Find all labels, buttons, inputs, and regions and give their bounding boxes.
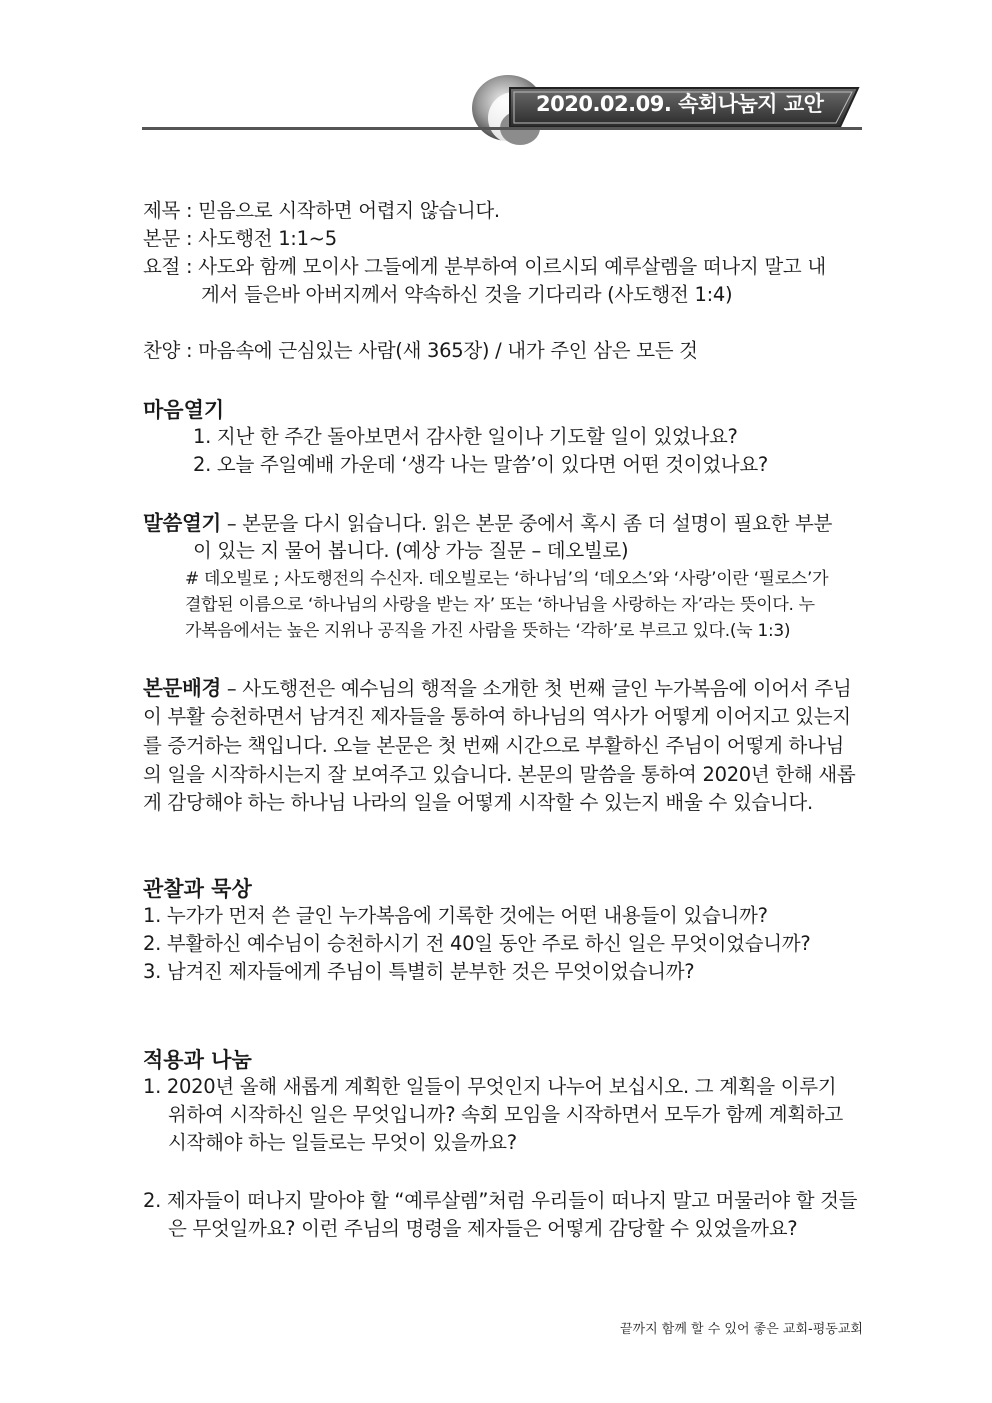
application-item-2-line-1: 2. 제자들이 떠나지 말아야 할 “예루살렘”처럼 우리들이 떠나지 말고 머물러야 할 것들 xyxy=(143,1189,858,1212)
word-paragraph-line-1 xyxy=(143,511,832,536)
opening-heading: 마음열기 xyxy=(143,398,225,422)
observation-item-2: 2. 부활하신 예수님이 승천하시기 전 40일 동안 주로 하신 일은 무엇이었습니까? xyxy=(143,932,811,955)
note-line-3: 가복음에서는 높은 지위나 공직을 가진 사람을 뜻하는 ‘각하’로 부르고 있다.(눅 1:3) xyxy=(185,621,791,641)
note-line-2: 결합된 이름으로 ‘하나님의 사랑을 받는 자’ 또는 ‘하나님을 사랑하는 자’라는 뜻이다. 누 xyxy=(185,595,815,615)
observation-item-3: 3. 남겨진 제자들에게 주님이 특별히 분부한 것은 무엇이었습니까? xyxy=(143,960,695,983)
scripture-text: 본문 : 사도행전 1:1~5 xyxy=(143,227,337,250)
header-rule xyxy=(142,127,862,130)
word-heading: 말씀열기 xyxy=(143,511,222,535)
application-item-1-line-1: 1. 2020년 올해 새롭게 계획한 일들이 무엇인지 나누어 보십시오. 그 계획을 이루기 xyxy=(143,1075,837,1098)
key-verse-line-1: 요절 : 사도와 함께 모이사 그들에게 분부하여 이르시되 예루살렘을 떠나지 말고 내 xyxy=(143,255,826,278)
background-line-5: 게 감당해야 하는 하나님 나라의 일을 어떻게 시작할 수 있는지 배울 수 있습니다. xyxy=(143,791,813,814)
opening-item-2: 2. 오늘 주일예배 가운데 ‘생각 나는 말씀’이 있다면 어떤 것이었나요? xyxy=(193,453,768,476)
hymn-line: 찬양 : 마음속에 근심있는 사람(새 365장) / 내가 주인 삼은 모든 것 xyxy=(143,339,698,362)
header-title: 2020.02.09. 속회나눔지 교안 xyxy=(536,92,824,116)
sermon-title: 제목 : 믿음으로 시작하면 어렵지 않습니다. xyxy=(143,199,500,222)
opening-item-1: 1. 지난 한 주간 돌아보면서 감사한 일이나 기도할 일이 있었나요? xyxy=(193,425,738,448)
word-line-2: 이 있는 지 물어 봅니다. (예상 가능 질문 – 데오빌로) xyxy=(193,539,629,562)
footer-text: 끝까지 함께 할 수 있어 좋은 교회-평동교회 xyxy=(620,1322,863,1337)
observation-heading: 관찰과 묵상 xyxy=(143,877,252,901)
application-item-2-line-2: 은 무엇일까요? 이런 주님의 명령을 제자들은 어떻게 감당할 수 있었을까요? xyxy=(168,1217,798,1240)
note-line-1: # 데오빌로 ; 사도행전의 수신자. 데오빌로는 ‘하나님’의 ‘데오스’와 ‘사랑’이란 ‘필로스’가 xyxy=(185,569,829,589)
background-line-4: 의 일을 시작하시는지 잘 보여주고 있습니다. 본문의 말씀을 통하여 2020년 한해 새롭 xyxy=(143,763,856,786)
application-heading: 적용과 나눔 xyxy=(143,1048,252,1072)
background-paragraph-line-1 xyxy=(143,676,851,701)
background-line-2: 이 부활 승천하면서 남겨진 제자들을 통하여 하나님의 역사가 어떻게 이어지고 있는지 xyxy=(143,705,851,728)
background-line-1: – 사도행전은 예수님의 행적을 소개한 첫 번째 글인 누가복음에 이어서 주님 xyxy=(221,677,852,700)
observation-item-1: 1. 누가가 먼저 쓴 글인 누가복음에 기록한 것에는 어떤 내용들이 있습니까? xyxy=(143,904,768,927)
word-line-1: – 본문을 다시 읽습니다. 읽은 본문 중에서 혹시 좀 더 설명이 필요한 부분 xyxy=(221,512,833,535)
application-item-1-line-2: 위하여 시작하신 일은 무엇입니까? 속회 모임을 시작하면서 모두가 함께 계획하고 xyxy=(168,1103,843,1126)
key-verse-line-2: 게서 들은바 아버지께서 약속하신 것을 기다리라 (사도행전 1:4) xyxy=(201,283,733,306)
background-line-3: 를 증거하는 책입니다. 오늘 본문은 첫 번째 시간으로 부활하신 주님이 어떻게 하나님 xyxy=(143,734,845,757)
application-item-1-line-3: 시작해야 하는 일들로는 무엇이 있을까요? xyxy=(168,1131,517,1154)
background-heading: 본문배경 xyxy=(143,676,222,700)
